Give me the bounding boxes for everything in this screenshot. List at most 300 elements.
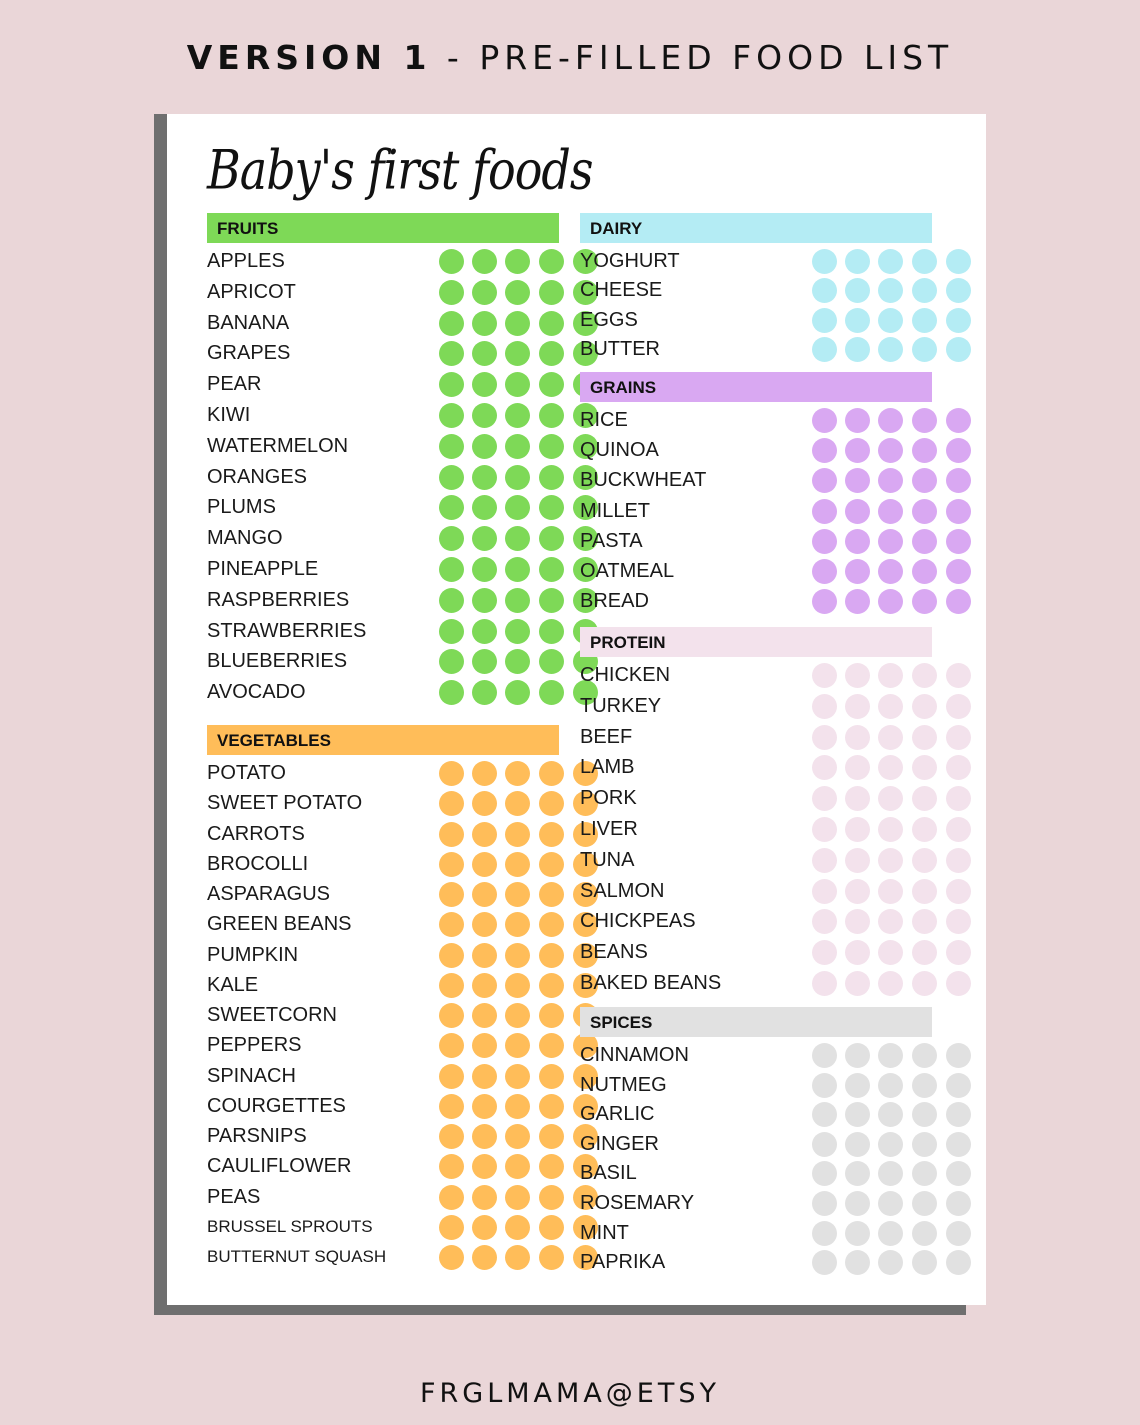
- tracking-circle[interactable]: [912, 408, 937, 433]
- tracking-circle[interactable]: [505, 341, 530, 366]
- tracking-circle[interactable]: [946, 909, 971, 934]
- tracking-circle[interactable]: [946, 529, 971, 554]
- tracking-circle[interactable]: [505, 1185, 530, 1210]
- tracking-circle[interactable]: [812, 1161, 837, 1186]
- tracking-circle[interactable]: [439, 1215, 464, 1240]
- tracking-circle[interactable]: [812, 249, 837, 274]
- tracking-circle[interactable]: [505, 526, 530, 551]
- tracking-circle[interactable]: [539, 882, 564, 907]
- tracking-circle[interactable]: [472, 912, 497, 937]
- tracking-circle[interactable]: [812, 879, 837, 904]
- tracking-circle[interactable]: [946, 786, 971, 811]
- tracking-circle[interactable]: [472, 680, 497, 705]
- tracking-circle[interactable]: [812, 848, 837, 873]
- tracking-circle[interactable]: [946, 663, 971, 688]
- tracking-circle[interactable]: [439, 526, 464, 551]
- tracking-circle[interactable]: [472, 465, 497, 490]
- tracking-circle[interactable]: [812, 1221, 837, 1246]
- tracking-circle[interactable]: [946, 817, 971, 842]
- tracking-circle[interactable]: [878, 499, 903, 524]
- tracking-circle[interactable]: [845, 1191, 870, 1216]
- tracking-circle[interactable]: [912, 337, 937, 362]
- tracking-circle[interactable]: [845, 940, 870, 965]
- tracking-circle[interactable]: [946, 725, 971, 750]
- tracking-circle[interactable]: [472, 1064, 497, 1089]
- tracking-circle[interactable]: [845, 879, 870, 904]
- tracking-circle[interactable]: [505, 1215, 530, 1240]
- tracking-circle[interactable]: [812, 817, 837, 842]
- tracking-circle[interactable]: [845, 1221, 870, 1246]
- tracking-circle[interactable]: [912, 879, 937, 904]
- tracking-circle[interactable]: [505, 822, 530, 847]
- tracking-circle[interactable]: [912, 438, 937, 463]
- tracking-circle[interactable]: [472, 973, 497, 998]
- food-row: [207, 970, 559, 1000]
- food-row: [580, 876, 932, 906]
- tracking-circle[interactable]: [845, 438, 870, 463]
- tracking-circle[interactable]: [878, 337, 903, 362]
- tracking-circle[interactable]: [539, 588, 564, 613]
- tracking-circle[interactable]: [439, 1033, 464, 1058]
- tracking-circle[interactable]: [845, 909, 870, 934]
- tracking-circle[interactable]: [845, 1161, 870, 1186]
- tracking-circle[interactable]: [845, 408, 870, 433]
- tracking-circle[interactable]: [539, 557, 564, 582]
- tracking-circle[interactable]: [845, 1043, 870, 1068]
- tracking-circle[interactable]: [439, 912, 464, 937]
- tracking-circle[interactable]: [505, 280, 530, 305]
- tracking-circle[interactable]: [505, 1154, 530, 1179]
- tracking-circle[interactable]: [472, 1094, 497, 1119]
- tracking-circle[interactable]: [505, 588, 530, 613]
- tracking-circle[interactable]: [812, 308, 837, 333]
- tracking-circle[interactable]: [505, 761, 530, 786]
- tracking-circle[interactable]: [472, 311, 497, 336]
- food-label: SALMON: [580, 879, 665, 902]
- tracking-circle[interactable]: [812, 663, 837, 688]
- tracking-circle[interactable]: [539, 1215, 564, 1240]
- tracking-circle[interactable]: [505, 1064, 530, 1089]
- tracking-circle[interactable]: [505, 943, 530, 968]
- tracking-circle[interactable]: [845, 1102, 870, 1127]
- tracking-circle[interactable]: [812, 725, 837, 750]
- tracking-circle[interactable]: [845, 694, 870, 719]
- tracking-circle[interactable]: [845, 1073, 870, 1098]
- tracking-circle[interactable]: [912, 529, 937, 554]
- tracking-circle[interactable]: [439, 1003, 464, 1028]
- tracking-circle[interactable]: [472, 434, 497, 459]
- tracking-circle[interactable]: [878, 663, 903, 688]
- tracking-circle[interactable]: [505, 434, 530, 459]
- tracking-circle[interactable]: [539, 852, 564, 877]
- tracking-circle[interactable]: [878, 725, 903, 750]
- tracking-circle[interactable]: [812, 589, 837, 614]
- tracking-circle[interactable]: [472, 852, 497, 877]
- tracking-circle[interactable]: [812, 438, 837, 463]
- tracking-circle[interactable]: [505, 619, 530, 644]
- food-label: TUNA: [580, 848, 635, 871]
- tracking-circle[interactable]: [505, 557, 530, 582]
- food-row: [580, 814, 932, 844]
- tracking-circle[interactable]: [912, 1132, 937, 1157]
- tracking-circle[interactable]: [812, 499, 837, 524]
- tracking-circle[interactable]: [946, 879, 971, 904]
- food-list-sheet: [167, 114, 986, 1305]
- tracking-circle[interactable]: [912, 559, 937, 584]
- tracking-circle[interactable]: [878, 559, 903, 584]
- food-label: EGGS: [580, 308, 638, 331]
- tracking-circle[interactable]: [539, 372, 564, 397]
- tracking-circle[interactable]: [505, 1094, 530, 1119]
- tracking-circle[interactable]: [845, 529, 870, 554]
- tracking-circle[interactable]: [878, 817, 903, 842]
- tracking-circle[interactable]: [439, 557, 464, 582]
- tracking-circle[interactable]: [912, 1102, 937, 1127]
- tracking-circle[interactable]: [845, 725, 870, 750]
- tracking-circle[interactable]: [878, 1073, 903, 1098]
- tracking-circle[interactable]: [505, 649, 530, 674]
- tracking-circle[interactable]: [912, 663, 937, 688]
- tracking-circle[interactable]: [912, 1043, 937, 1068]
- tracking-circle[interactable]: [472, 1154, 497, 1179]
- tracking-circle[interactable]: [912, 1221, 937, 1246]
- tracking-circle[interactable]: [505, 465, 530, 490]
- tracking-circle[interactable]: [912, 499, 937, 524]
- tracking-circle[interactable]: [472, 341, 497, 366]
- tracking-circle[interactable]: [845, 848, 870, 873]
- tracking-circle[interactable]: [812, 971, 837, 996]
- food-label: YOGHURT: [580, 250, 680, 272]
- tracking-circle[interactable]: [878, 940, 903, 965]
- tracking-circle[interactable]: [439, 249, 464, 274]
- tracking-circle[interactable]: [505, 852, 530, 877]
- tracking-circle[interactable]: [878, 1250, 903, 1275]
- tracking-circle[interactable]: [812, 1191, 837, 1216]
- tracking-circle[interactable]: [845, 499, 870, 524]
- tracking-circle[interactable]: [472, 791, 497, 816]
- tracking-circle[interactable]: [472, 1245, 497, 1270]
- tracking-circle[interactable]: [539, 1003, 564, 1028]
- section-header-fruits: FRUITS: [207, 213, 559, 243]
- tracking-circle[interactable]: [539, 1124, 564, 1149]
- tracking-circle[interactable]: [845, 755, 870, 780]
- tracking-circle[interactable]: [439, 1185, 464, 1210]
- tracking-circle[interactable]: [472, 1185, 497, 1210]
- tracking-circle[interactable]: [912, 468, 937, 493]
- tracking-circle[interactable]: [845, 663, 870, 688]
- tracking-circle[interactable]: [439, 680, 464, 705]
- food-label: COURGETTES: [207, 1094, 346, 1117]
- tracking-circle[interactable]: [845, 337, 870, 362]
- food-row: [207, 940, 559, 970]
- tracking-circle[interactable]: [505, 791, 530, 816]
- tracking-circle[interactable]: [472, 1124, 497, 1149]
- tracking-circle[interactable]: [505, 495, 530, 520]
- tracking-circle[interactable]: [912, 909, 937, 934]
- tracking-circle[interactable]: [472, 588, 497, 613]
- tracking-circle[interactable]: [878, 529, 903, 554]
- tracking-circle[interactable]: [878, 786, 903, 811]
- tracking-circle[interactable]: [505, 1033, 530, 1058]
- tracking-circle[interactable]: [946, 1161, 971, 1186]
- tracking-circle[interactable]: [439, 649, 464, 674]
- tracking-circle[interactable]: [946, 1250, 971, 1275]
- tracking-circle[interactable]: [472, 761, 497, 786]
- tracking-circle[interactable]: [439, 341, 464, 366]
- tracking-circle[interactable]: [912, 817, 937, 842]
- tracking-circle[interactable]: [472, 943, 497, 968]
- tracking-circle[interactable]: [878, 1043, 903, 1068]
- tracking-circle[interactable]: [812, 786, 837, 811]
- tracking-circle[interactable]: [539, 1245, 564, 1270]
- tracking-circle[interactable]: [539, 822, 564, 847]
- tracking-circle[interactable]: [505, 403, 530, 428]
- tracking-circle[interactable]: [845, 817, 870, 842]
- tracking-circle[interactable]: [946, 694, 971, 719]
- tracking-circle[interactable]: [439, 882, 464, 907]
- tracking-circle[interactable]: [912, 1191, 937, 1216]
- tracking-circle[interactable]: [539, 249, 564, 274]
- tracking-circle[interactable]: [439, 1124, 464, 1149]
- tracking-circle[interactable]: [539, 619, 564, 644]
- tracking-circle[interactable]: [812, 278, 837, 303]
- tracking-circle[interactable]: [946, 589, 971, 614]
- food-row: [207, 788, 559, 818]
- tracking-circle[interactable]: [912, 1073, 937, 1098]
- tracking-circle[interactable]: [812, 529, 837, 554]
- tracking-circle[interactable]: [439, 1245, 464, 1270]
- tracking-circle[interactable]: [812, 408, 837, 433]
- tracking-circle[interactable]: [845, 249, 870, 274]
- tracking-circle[interactable]: [878, 694, 903, 719]
- tracking-circle[interactable]: [946, 499, 971, 524]
- tracking-circle[interactable]: [439, 973, 464, 998]
- tracking-circle[interactable]: [878, 971, 903, 996]
- tracking-circle[interactable]: [946, 971, 971, 996]
- tracking-circle[interactable]: [472, 526, 497, 551]
- tracking-circle[interactable]: [912, 725, 937, 750]
- tracking-circle[interactable]: [472, 249, 497, 274]
- tracking-circle[interactable]: [812, 940, 837, 965]
- tracking-circle[interactable]: [505, 882, 530, 907]
- tracking-circle[interactable]: [946, 249, 971, 274]
- tracking-circle[interactable]: [439, 372, 464, 397]
- tracking-circle[interactable]: [539, 1064, 564, 1089]
- tracking-circle[interactable]: [539, 1154, 564, 1179]
- tracking-circle[interactable]: [539, 526, 564, 551]
- tracking-circle[interactable]: [878, 249, 903, 274]
- tracking-circle[interactable]: [812, 559, 837, 584]
- tracking-circle[interactable]: [912, 1161, 937, 1186]
- tracking-circle[interactable]: [946, 1043, 971, 1068]
- tracking-circle[interactable]: [946, 848, 971, 873]
- tracking-circle[interactable]: [472, 619, 497, 644]
- tracking-circle[interactable]: [878, 848, 903, 873]
- tracking-circle[interactable]: [539, 311, 564, 336]
- tracking-circle[interactable]: [505, 372, 530, 397]
- food-row: [207, 246, 559, 276]
- tracking-circle[interactable]: [812, 1073, 837, 1098]
- food-label: PEPPERS: [207, 1034, 302, 1057]
- tracking-circle[interactable]: [946, 1132, 971, 1157]
- tracking-circle[interactable]: [912, 694, 937, 719]
- tracking-circle[interactable]: [946, 337, 971, 362]
- tracking-circle[interactable]: [472, 1033, 497, 1058]
- food-row: [207, 1182, 559, 1212]
- tracking-circle[interactable]: [439, 1154, 464, 1179]
- tracking-circle[interactable]: [878, 308, 903, 333]
- tracking-circle[interactable]: [439, 1094, 464, 1119]
- tracking-circle[interactable]: [472, 280, 497, 305]
- tracking-circle[interactable]: [878, 468, 903, 493]
- tracking-circle[interactable]: [912, 1250, 937, 1275]
- tracking-circle[interactable]: [812, 1043, 837, 1068]
- tracking-circle[interactable]: [439, 619, 464, 644]
- tracking-circle[interactable]: [472, 1215, 497, 1240]
- tracking-circle[interactable]: [878, 1102, 903, 1127]
- tracking-circle[interactable]: [845, 1250, 870, 1275]
- tracking-circle[interactable]: [439, 495, 464, 520]
- tracking-circle[interactable]: [878, 1132, 903, 1157]
- tracking-circle[interactable]: [439, 943, 464, 968]
- tracking-circle[interactable]: [539, 1033, 564, 1058]
- tracking-circle[interactable]: [912, 755, 937, 780]
- tracking-circle[interactable]: [946, 1221, 971, 1246]
- tracking-circle[interactable]: [878, 879, 903, 904]
- tracking-circle[interactable]: [878, 1161, 903, 1186]
- food-row: [207, 1121, 559, 1151]
- tracking-circle[interactable]: [812, 1250, 837, 1275]
- tracking-circle[interactable]: [878, 278, 903, 303]
- tracking-circle[interactable]: [439, 822, 464, 847]
- tracking-circle[interactable]: [812, 694, 837, 719]
- tracking-circle[interactable]: [439, 311, 464, 336]
- tracking-circle[interactable]: [946, 559, 971, 584]
- tracking-circle[interactable]: [505, 680, 530, 705]
- food-label: PINEAPPLE: [207, 558, 319, 580]
- food-label: TURKEY: [580, 694, 662, 717]
- tracking-circle[interactable]: [472, 1003, 497, 1028]
- tracking-circle[interactable]: [539, 973, 564, 998]
- tracking-circle[interactable]: [505, 912, 530, 937]
- tracking-circle[interactable]: [539, 465, 564, 490]
- tracking-circle[interactable]: [539, 649, 564, 674]
- tracking-circle[interactable]: [539, 791, 564, 816]
- food-label: BREAD: [580, 590, 649, 613]
- tracking-circle[interactable]: [946, 468, 971, 493]
- tracking-circle[interactable]: [912, 278, 937, 303]
- tracking-circle[interactable]: [539, 434, 564, 459]
- tracking-circle[interactable]: [845, 278, 870, 303]
- tracking-circle[interactable]: [539, 943, 564, 968]
- tracking-circle[interactable]: [946, 278, 971, 303]
- tracking-circle[interactable]: [505, 973, 530, 998]
- tracking-circle[interactable]: [946, 308, 971, 333]
- tracking-circle[interactable]: [439, 434, 464, 459]
- tracking-circle[interactable]: [472, 822, 497, 847]
- tracking-circle[interactable]: [505, 311, 530, 336]
- tracking-circle[interactable]: [439, 465, 464, 490]
- tracking-circle[interactable]: [439, 1064, 464, 1089]
- tracking-circle[interactable]: [845, 1132, 870, 1157]
- tracking-circle[interactable]: [439, 791, 464, 816]
- tracking-circle[interactable]: [878, 1191, 903, 1216]
- tracking-circle[interactable]: [812, 909, 837, 934]
- tracking-circle[interactable]: [845, 786, 870, 811]
- tracking-circle[interactable]: [505, 1245, 530, 1270]
- tracking-circle[interactable]: [812, 337, 837, 362]
- tracking-circle[interactable]: [439, 403, 464, 428]
- tracking-circle[interactable]: [946, 1073, 971, 1098]
- tracking-circle[interactable]: [812, 468, 837, 493]
- tracking-circle[interactable]: [912, 971, 937, 996]
- tracking-circle[interactable]: [472, 372, 497, 397]
- tracking-circle[interactable]: [539, 280, 564, 305]
- tracking-circle[interactable]: [505, 249, 530, 274]
- tracking-circle[interactable]: [912, 786, 937, 811]
- tracking-circle[interactable]: [912, 249, 937, 274]
- tracking-circle[interactable]: [946, 408, 971, 433]
- tracking-circle[interactable]: [472, 649, 497, 674]
- tracking-circle[interactable]: [539, 1185, 564, 1210]
- tracking-circle[interactable]: [845, 971, 870, 996]
- tracking-circle[interactable]: [845, 468, 870, 493]
- tracking-circle[interactable]: [472, 557, 497, 582]
- tracking-circle[interactable]: [472, 882, 497, 907]
- tracking-circle[interactable]: [539, 341, 564, 366]
- tracking-circle[interactable]: [539, 1094, 564, 1119]
- tracking-circle[interactable]: [539, 403, 564, 428]
- tracking-circle[interactable]: [946, 1102, 971, 1127]
- tracking-circle[interactable]: [845, 308, 870, 333]
- tracking-circle[interactable]: [439, 280, 464, 305]
- tracking-circle[interactable]: [539, 680, 564, 705]
- tracking-circle[interactable]: [912, 589, 937, 614]
- tracking-circle[interactable]: [812, 1132, 837, 1157]
- tracking-circle[interactable]: [439, 588, 464, 613]
- tracking-circle[interactable]: [845, 589, 870, 614]
- tracking-circle[interactable]: [912, 848, 937, 873]
- tracking-circle[interactable]: [946, 940, 971, 965]
- tracking-circle[interactable]: [812, 1102, 837, 1127]
- tracking-circle[interactable]: [878, 909, 903, 934]
- tracking-circle[interactable]: [878, 438, 903, 463]
- tracking-circle[interactable]: [539, 912, 564, 937]
- tracking-circle[interactable]: [946, 438, 971, 463]
- tracking-circle[interactable]: [878, 408, 903, 433]
- tracking-circle[interactable]: [845, 559, 870, 584]
- tracking-circle[interactable]: [505, 1124, 530, 1149]
- tracking-circle[interactable]: [505, 1003, 530, 1028]
- tracking-circle[interactable]: [912, 940, 937, 965]
- tracking-circle[interactable]: [946, 755, 971, 780]
- tracking-circle[interactable]: [878, 1221, 903, 1246]
- tracking-circle[interactable]: [439, 761, 464, 786]
- food-label: PUMPKIN: [207, 943, 299, 966]
- food-label: AVOCADO: [207, 681, 306, 704]
- tracking-circle[interactable]: [946, 1191, 971, 1216]
- tracking-circle[interactable]: [472, 495, 497, 520]
- tracking-circle[interactable]: [472, 403, 497, 428]
- food-row: [207, 400, 559, 430]
- tracking-circle[interactable]: [812, 755, 837, 780]
- tracking-circle[interactable]: [439, 852, 464, 877]
- tracking-circle[interactable]: [539, 495, 564, 520]
- tracking-circle[interactable]: [539, 761, 564, 786]
- tracking-circle[interactable]: [912, 308, 937, 333]
- tracking-circle[interactable]: [878, 589, 903, 614]
- tracking-circle[interactable]: [878, 755, 903, 780]
